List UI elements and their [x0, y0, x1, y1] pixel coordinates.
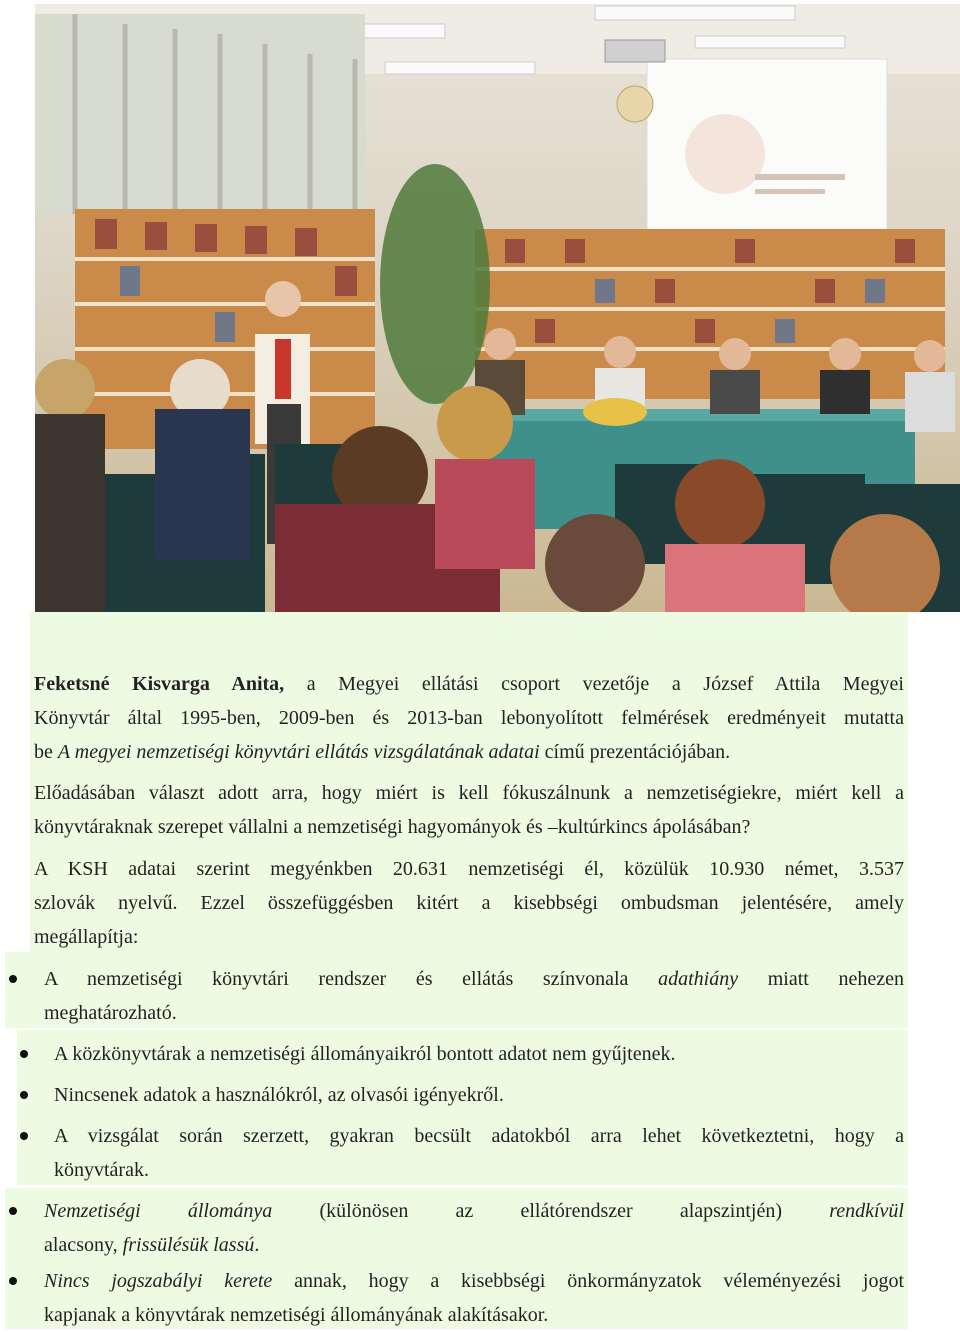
question-line-1: Előadásában választ adott arra, hogy miért is kell fókuszálnunk a nemzetiségiekre, miért kell a [34, 782, 904, 804]
bullet-dot [9, 1277, 17, 1285]
bullet-dot [9, 1207, 17, 1215]
intro-line-3-pre: be [34, 741, 58, 763]
list-item-emphasis: frissülésük lassú [122, 1234, 255, 1256]
event-photo-illustration [35, 4, 960, 612]
intro-line-3-post: című prezentációjában. [539, 741, 731, 763]
question-line-2: könyvtáraknak szerepet vállalni a nemzetiségi hagyományok és –kultúrkincs ápolásában? [34, 816, 751, 838]
list-item-line [44, 1264, 904, 1298]
question-paragraph [34, 776, 904, 844]
list-item-emphasis: Nemzetiségi állománya [44, 1200, 273, 1222]
event-photo [35, 4, 960, 612]
list-item-line: könyvtárak. [54, 1159, 149, 1181]
statistics-line-2: szlovák nyelvű. Ezzel összefüggésben kitért a kisebbségi ombudsman jelentésére, amely [34, 892, 904, 914]
bullet-dot [20, 1050, 28, 1058]
list-item-text: (különösen az ellátórendszer alapszintjén) [272, 1200, 830, 1222]
bullet-dot [20, 1091, 28, 1099]
list-item-text: miatt nehezen [738, 968, 904, 990]
list-item-line [44, 1228, 904, 1262]
list-item-line: A közkönyvtárak a nemzetiségi állományaikról bontott adatot nem gyűjtenek. [54, 1043, 676, 1065]
intro-line-3 [34, 735, 904, 769]
statistics-line-1: A KSH adatai szerint megyénkben 20.631 nemzetiségi él, közülük 10.930 német, 3.537 [34, 858, 904, 880]
bullet-dot [20, 1132, 28, 1140]
list-item-emphasis: adathiány [658, 968, 739, 990]
presentation-title: A megyei nemzetiségi könyvtári ellátás vizsgálatának adatai [57, 741, 540, 763]
list-item [54, 1078, 904, 1112]
intro-line-2: Könyvtár által 1995-ben, 2009-ben és 2013-ban lebonyolított felmérések eredményeit mutatta [34, 707, 904, 729]
list-item-line [44, 1194, 904, 1228]
list-item [44, 1194, 904, 1262]
list-item-line [44, 962, 904, 996]
list-item-line: Nincsenek adatok a használókról, az olvasói igényekről. [54, 1084, 504, 1106]
statistics-paragraph [34, 852, 904, 954]
list-item-emphasis: rendkívül [829, 1200, 904, 1222]
list-item-line: A vizsgálat során szerzett, gyakran becsült adatokból arra lehet következtetni, hogy a [54, 1125, 904, 1147]
intro-line-1-text: a Megyei ellátási csoport vezetője a József Attila Megyei [284, 673, 904, 695]
bullet-dot [9, 975, 17, 983]
list-item-text: A nemzetiségi könyvtári rendszer és ellátás színvonala [44, 968, 659, 990]
list-item [44, 962, 904, 1030]
speaker-name: Feketsné Kisvarga Anita, [34, 673, 285, 695]
list-item-text: alacsony, [44, 1234, 123, 1256]
list-item-emphasis: Nincs jogszabályi kerete [44, 1270, 273, 1292]
intro-paragraph [34, 667, 904, 769]
intro-line-1 [34, 667, 904, 701]
list-item-text: annak, hogy a kisebbségi önkormányzatok véleményezési jogot [272, 1270, 905, 1292]
list-item [54, 1037, 904, 1071]
statistics-line-3: megállapítja: [34, 926, 139, 948]
list-item [44, 1264, 904, 1332]
list-item-line: meghatározható. [44, 1002, 177, 1024]
list-item [54, 1119, 904, 1187]
list-item-text: . [254, 1234, 260, 1256]
list-item-line: kapjanak a könyvtárak nemzetiségi állományának alakításakor. [44, 1304, 549, 1326]
